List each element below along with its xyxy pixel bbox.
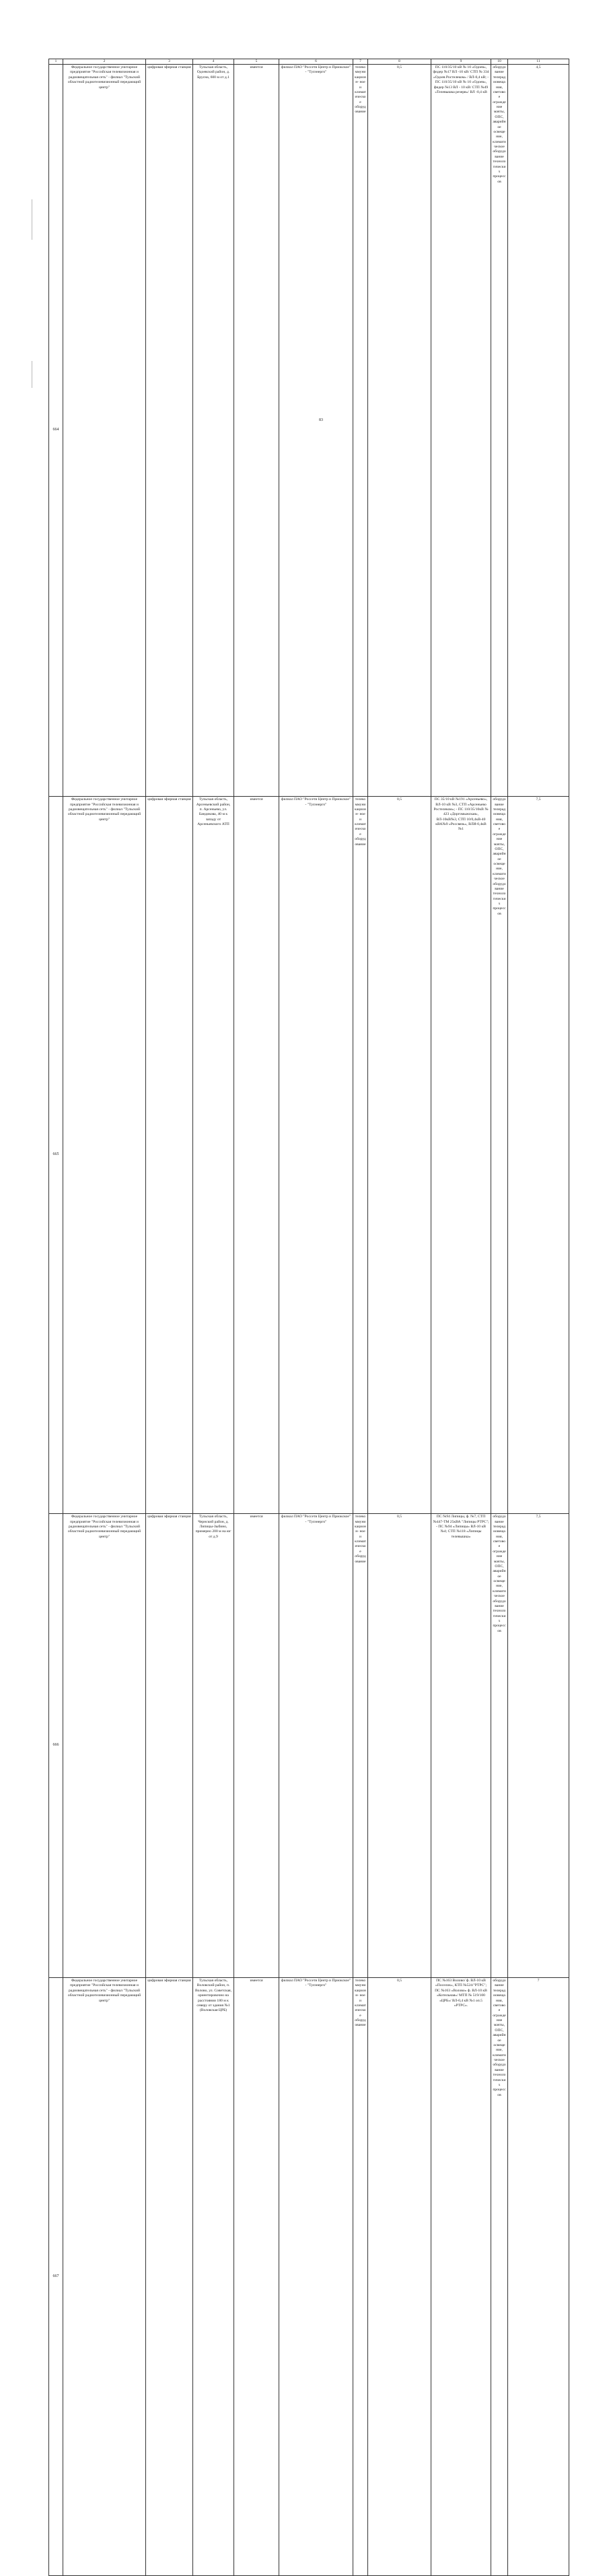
column-number: 7 <box>353 59 368 65</box>
column-number-row <box>49 59 569 65</box>
status-cell: имеется <box>234 1514 279 1978</box>
column-number: 3 <box>146 59 193 65</box>
column-number: 8 <box>368 59 431 65</box>
row-number: 664 <box>49 65 63 797</box>
status-cell: имеется <box>234 65 279 797</box>
equipment-cell: телекоммуникационн- ное и климатическое оборудование <box>353 1978 368 2576</box>
status-cell: имеется <box>234 797 279 1514</box>
equipment-cell: телекоммуникационн- ное и климатическое оборудование <box>353 1514 368 1978</box>
consumers-cell: оборудование телерадиовещания, световое ограждение мачты, ОПС, аварийное освещение, климатическое оборудование технологических процессов <box>491 797 508 1514</box>
grid-company-cell: филиал ПАО "Россети Центр и Приокскоe" - "Тулэнерго" <box>279 65 353 797</box>
power-cell: 0,5 <box>368 1514 431 1978</box>
row-number: 667 <box>49 1978 63 2576</box>
supply-scheme-cell: ПС №94 Липицы, ф. №7, СТП №447-ТМ 25кВА "Липицы РТРС"; - ПС №94 «Липицы» ВЛ-10 кВ №4; СТП №118 «Липицы телевышка» <box>431 1514 491 1978</box>
grid-company-cell: филиал ПАО "Россети Центр и Приокскоe" - "Тулэнерго" <box>279 797 353 1514</box>
table-row <box>49 1514 569 1978</box>
column-number: 1 <box>49 59 63 65</box>
table-row <box>49 797 569 1514</box>
row-number: 666 <box>49 1514 63 1978</box>
address-cell: Тульская область, Одоевский район, д. Брусна, 600 м от д.1 <box>193 65 234 797</box>
consumers-cell: оборудование телерадиовещания, световое ограждение мачты, ОПС, аварийное освещение, климатическое оборудование технологических процессов <box>491 65 508 797</box>
address-cell: Тульская область, Чернский район, д. Липицы-Зыбино, примерно 200 м на юг от д.9 <box>193 1514 234 1978</box>
power-2-cell: 7 <box>508 1978 569 2576</box>
equipment-cell: телекоммуникационн- ное и климатическое оборудование <box>353 65 368 797</box>
row-number: 665 <box>49 797 63 1514</box>
power-2-cell: 7,5 <box>508 1514 569 1978</box>
supply-scheme-cell: ПС 110/35/10 кВ № 10 «Одоев», фидер №17 ВЛ -10 кВ/ СТП № 334 «Одоев Ростелеком» / ВЛ-0,4 кВ; - ПС 110/35/10 кВ № 10 «Одоев», фидер №13 ВЛ - 10 кВ/ СТП №49 «Телевышка резерв»/ ВЛ -0,4 кВ <box>431 65 491 797</box>
object-table <box>48 59 569 2576</box>
column-number: 4 <box>193 59 234 65</box>
owner-cell: Федеральное государственное унитарное предприятие "Российская телевизионная и радиовещательная сеть" - филиал "Тульский областной радиотелевизионный передающий центр" <box>63 1978 146 2576</box>
power-2-cell: 4,5 <box>508 65 569 797</box>
power-cell: 0,5 <box>368 65 431 797</box>
consumers-cell: оборудование телерадиовещания, световое ограждение мачты, ОПС, аварийное освещение, климатическое оборудование технологических процессов <box>491 1514 508 1978</box>
power-cell: 0,5 <box>368 797 431 1514</box>
equipment-cell: телекоммуникационн- ное и климатическое оборудование <box>353 797 368 1514</box>
object-type-cell: цифровая эфирная станция <box>146 65 193 797</box>
supply-scheme-cell: ПС №163 Волово/ ф. ВЛ-10 кВ «Поселок», КТП №524/"РТРС"; ПС №163 «Волово» ф. ВЛ-10 кВ «Котельная»/ МТП № 519/100 «ЦРБ»/ ВЛ-0,4 кВ №1 оп.5 «РТРС». <box>431 1978 491 2576</box>
power-2-cell: 7,5 <box>508 797 569 1514</box>
column-number: 10 <box>491 59 508 65</box>
column-number: 2 <box>63 59 146 65</box>
status-cell: имеется <box>234 1978 279 2576</box>
supply-scheme-cell: ПС 35/10 кВ №191 «Арсеньево», ВЛ-10 кВ №3, СТП «Арсеньево Ростелеком»; - ПС 110/35/10кВ № 423 «Доргомыжская», ВЛ-10кВ№3, СТП 10/0,4кВ-40 кВА№9 «Россвязь», ВЛИ-0,4кВ №1 <box>431 797 491 1514</box>
column-number: 6 <box>279 59 353 65</box>
column-number: 9 <box>431 59 491 65</box>
owner-cell: Федеральное государственное унитарное предприятие "Российская телевизионная и радиовещательная сеть" - филиал "Тульский областной радиотелевизионный передающий центр" <box>63 65 146 797</box>
power-cell: 0,5 <box>368 1978 431 2576</box>
object-type-cell: цифровая эфирная станция <box>146 797 193 1514</box>
object-type-cell: цифровая эфирная станция <box>146 1978 193 2576</box>
address-cell: Тульская область, Воловский район, п. Волово, ул. Советская, ориентировочно на расстоянии 180 м к северу от здания №1 (Воловская ЦРБ) <box>193 1978 234 2576</box>
grid-company-cell: филиал ПАО "Россети Центр и Приокскоe" - "Тулэнерго" <box>279 1514 353 1978</box>
owner-cell: Федеральное государственное унитарное предприятие "Российская телевизионная и радиовещательная сеть" - филиал "Тульский областной радиотелевизионный передающий центр" <box>63 1514 146 1978</box>
table-row <box>49 1978 569 2576</box>
object-type-cell: цифровая эфирная станция <box>146 1514 193 1978</box>
column-number: 5 <box>234 59 279 65</box>
column-number: 11 <box>508 59 569 65</box>
address-cell: Тульская область, Арсеньевский район, п. Арсеньево, ул. Бандикова, 40 м к западу от Арсеньевского АТП <box>193 797 234 1514</box>
page-number: 83 <box>319 418 323 422</box>
grid-company-cell: филиал ПАО "Россети Центр и Приокскоe" - "Тулэнерго" <box>279 1978 353 2576</box>
table-row <box>49 65 569 797</box>
consumers-cell: оборудование телерадиовещания, световое ограждение мачты, ОПС, аварийное освещение, климатическое оборудование технологических процессов <box>491 1978 508 2576</box>
owner-cell: Федеральное государственное унитарное предприятие "Российская телевизионная и радиовещательная сеть" - филиал "Тульский областной радиотелевизионный передающий центр" <box>63 797 146 1514</box>
